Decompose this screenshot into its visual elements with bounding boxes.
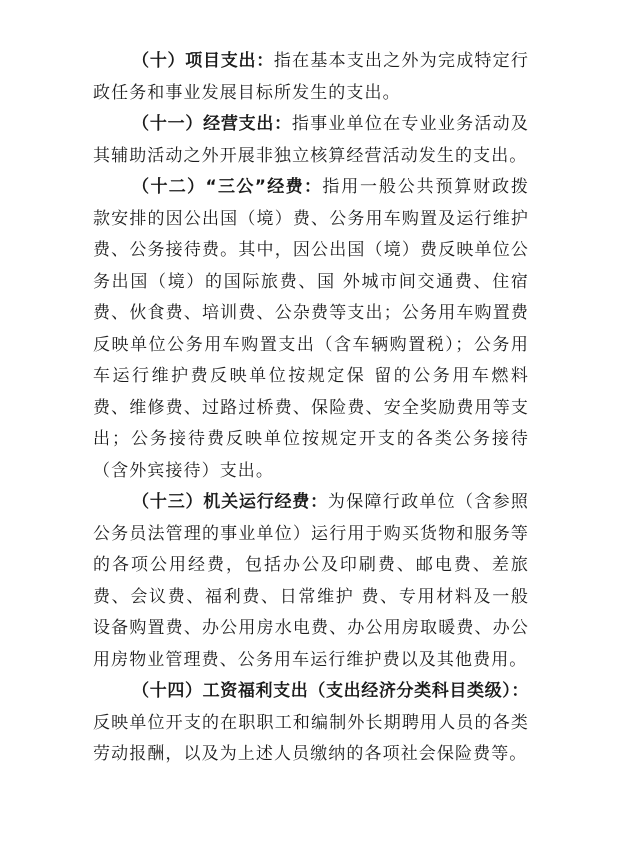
paragraph-text: 指事业单位在专业业务活动及其辅助活动之外开展非独立核算经营活动发生的支出。 [93, 114, 529, 166]
document-body [93, 46, 529, 771]
paragraph-agency-operating-funds [93, 487, 529, 676]
paragraph-text: 指在基本支出之外为完成特定行政任务和事业发展目标所发生的支出。 [93, 51, 529, 103]
paragraph-heading: （十）项目支出： [132, 51, 274, 71]
paragraph-text: 指用一般公共预算财政拨款安排的因公出国（境）费、公务用车购置及运行维护费、公务接待费。其中，因公出国（境）费反映单位公务出国（境）的国际旅费、国 外城市间交通费、住宿费、伙食费、培训费、公杂费等支出；公务用车购置费反映单位公务用车购置支出（含车辆购置税）；公务用车运行维护费反映单位按规定保 留的公务用车燃料费、维修费、过路过桥费、保险费、安全奖励费用等支出；公务接待费反映单位按规定开支的各类公务接待（含外宾接待）支出。 [93, 177, 529, 481]
paragraph-heading: （十四）工资福利支出（支出经济分类科目类级）： [132, 681, 529, 701]
paragraph-three-public-expenses [93, 172, 529, 487]
paragraph-text: 为保障行政单位（含参照公务员法管理的事业单位）运行用于购买货物和服务等的各项公用经费，包括办公及印刷费、邮电费、差旅费、会议费、福利费、日常维护 费、专用材料及一般设备购置费、办公用房水电费、办公用房取暖费、办公用房物业管理费、公务用车运行维护费以及其他费用。 [93, 492, 529, 670]
paragraph-operating-expenditure [93, 109, 529, 172]
paragraph-heading: （十一）经营支出： [132, 114, 292, 134]
paragraph-wage-welfare-expenditure [93, 676, 529, 771]
paragraph-text: 反映单位开支的在职职工和编制外长期聘用人员的各类劳动报酬，以及为上述人员缴纳的各项社会保险费等。 [93, 712, 529, 764]
paragraph-heading: （十三）机关运行经费： [132, 492, 328, 512]
paragraph-project-expenditure [93, 46, 529, 109]
paragraph-heading: （十二）“三公”经费： [132, 177, 323, 197]
